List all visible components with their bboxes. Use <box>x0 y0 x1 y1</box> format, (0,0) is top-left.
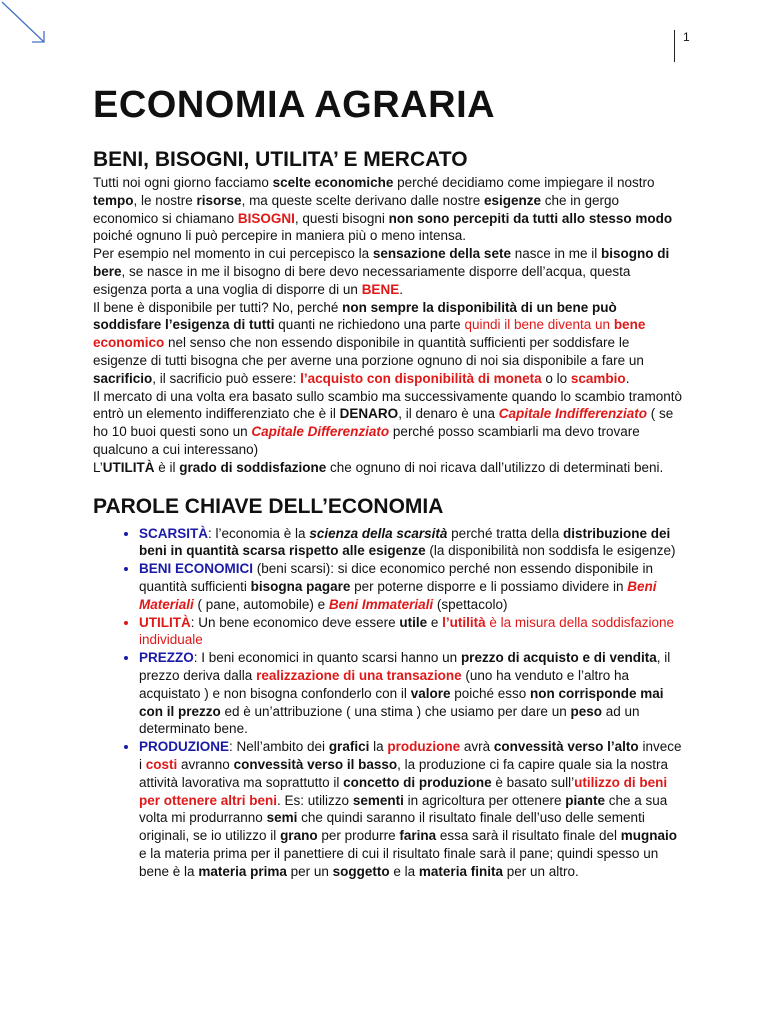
text-run: , ma queste scelte derivano dalle nostre <box>241 192 484 208</box>
text-run: , il sacrificio può essere: <box>152 370 301 386</box>
text-run: avrà <box>460 739 494 755</box>
text-run: scelte economiche <box>272 175 394 190</box>
text-run: L’ <box>93 459 103 475</box>
text-run: : l’economia è la <box>208 525 310 541</box>
text-run: ed è un’attribuzione ( una stima ) che usiamo per dare un <box>220 703 571 719</box>
text-run: la <box>369 739 388 755</box>
text-run: , la produzione ci fa capire quale sia la nostra attività lavorativa ma soprattutto il <box>139 756 669 790</box>
text-run: essa sarà il risultato finale del <box>436 828 621 844</box>
arrow-icon <box>0 0 50 50</box>
text-run: ( se ho 10 buoi questi sono un <box>93 406 674 440</box>
text-run: SCARSITÀ <box>139 525 209 541</box>
text-run: che a sua volta mi produrranno <box>139 792 668 826</box>
text-run: , se nasce in me il bisogno di bere devo necessariamente disporre dell’acqua, questa esigenza porta a una voglia di disporre di un <box>93 263 631 297</box>
text-run: per poterne disporre e li possiamo dividere in <box>350 578 628 594</box>
text-run: ad un determinato bene. <box>139 703 640 737</box>
text-run: nasce in me il <box>510 246 602 262</box>
text-run: perché decidiamo come impiegare il nostro <box>393 175 655 190</box>
text-run: (beni scarsi): si dice economico perché non essendo disponibile in quantità sufficienti <box>139 561 653 594</box>
text-run: è la misura della soddisfazione individuale <box>139 614 675 648</box>
text-run: nel senso che non essendo disponibile in quantità sufficienti per soddisfare le esigenze di tutti bisogna che per averne una porzione ognuno di noi sia disponibile a fare un <box>93 335 644 368</box>
text-run: quindi il bene diventa un <box>464 317 614 333</box>
text-run: . <box>399 281 403 297</box>
text-run: perché posso scambiarli ma devo trovare qualcuno a cui interessano) <box>93 424 640 457</box>
text-run: utilizzo di beni per ottenere altri beni <box>139 774 668 808</box>
list-item <box>139 738 683 880</box>
section-heading-parole-chiave: PAROLE CHIAVE DELL’ECONOMIA <box>93 494 444 518</box>
text-run: BENE <box>361 281 400 297</box>
list-item <box>139 525 683 561</box>
text-run: BENI ECONOMICI <box>139 561 254 577</box>
text-run: piante <box>565 792 605 808</box>
text-run: grafici <box>328 739 370 755</box>
list-item <box>139 560 683 613</box>
text-run: Il mercato di una volta era basato sullo scambio ma successivamente quando lo scambio tramontò entrò un elemento indifferenziato che è il <box>93 388 683 422</box>
text-run: sacrificio <box>93 370 153 386</box>
paragraph <box>93 299 683 388</box>
text-run: o lo <box>541 370 571 386</box>
text-run: farina <box>399 828 437 844</box>
keyword-list <box>93 525 683 881</box>
text-run: realizzazione di una transazione <box>256 667 462 683</box>
text-run: per un altro. <box>502 863 579 879</box>
text-run: e la <box>389 863 419 879</box>
text-run: , le nostre <box>133 192 197 208</box>
text-run: semi <box>266 810 298 826</box>
list-item <box>139 614 683 650</box>
text-run: Tutti noi ogni giorno facciamo <box>93 175 273 190</box>
page-title: ECONOMIA AGRARIA <box>93 84 496 126</box>
text-run: e la materia prima per il panettiere di cui il risultato finale sarà il pane; quindi spesso un bene è la <box>139 845 659 879</box>
text-run: per produrre <box>317 828 400 844</box>
text-run: sementi <box>352 792 404 808</box>
text-run: , il prezzo deriva dalla <box>139 650 671 683</box>
text-run: scienza della scarsità <box>309 525 448 541</box>
text-run: (la disponibilità non soddisfa le esigenze) <box>425 543 676 559</box>
text-run: Il bene è disponibile per tutti? No, perché <box>93 299 343 315</box>
text-run: ( pane, automobile) e <box>193 596 329 612</box>
text-run: invece i <box>139 739 682 772</box>
text-run: grado di soddisfazione <box>179 459 327 475</box>
text-run: : I beni economici in quanto scarsi hanno un <box>193 650 461 666</box>
text-run: è basato sull’ <box>491 774 575 790</box>
text-run: bisogno di bere <box>93 246 670 279</box>
text-run: poiché esso <box>450 685 531 701</box>
text-run: , il denaro è una <box>398 406 499 422</box>
text-run: l’utilità <box>442 614 486 630</box>
list-item <box>139 649 683 738</box>
text-run: non sempre la disponibilità di un bene può soddisfare l’esigenza di tutti <box>93 299 617 333</box>
text-run: per un <box>286 863 333 879</box>
text-run: PRODUZIONE <box>139 739 230 755</box>
text-run: è il <box>154 459 180 475</box>
text-run: avranno <box>177 756 234 772</box>
text-run: produzione <box>387 739 461 755</box>
text-run: , questi bisogni <box>294 210 389 226</box>
text-run: DENARO <box>339 406 399 422</box>
text-run: peso <box>570 703 602 719</box>
text-run: convessità verso il basso <box>233 756 398 772</box>
text-run: . Es: utilizzo <box>277 792 353 808</box>
text-run: Capitale Indifferenziato <box>498 406 648 422</box>
text-run: Capitale Differenziato <box>251 424 390 440</box>
text-run: PREZZO <box>139 650 194 666</box>
text-run: soggetto <box>332 863 390 879</box>
text-run: . <box>625 370 630 386</box>
paragraph <box>93 388 683 459</box>
text-run: esigenze <box>483 192 541 208</box>
page-number-divider <box>674 30 675 62</box>
paragraph <box>93 174 683 245</box>
text-run: che in gergo economico si chiamano <box>93 192 620 226</box>
paragraph <box>93 245 683 298</box>
text-run: UTILITÀ <box>139 614 191 630</box>
text-run: materia finita <box>418 863 503 879</box>
text-run: convessità verso l’alto <box>493 739 639 755</box>
text-run: costi <box>145 756 178 772</box>
text-run: mugnaio <box>620 828 677 844</box>
text-run: BISOGNI <box>237 210 295 226</box>
text-run: utile <box>399 614 428 630</box>
document-body <box>93 82 683 880</box>
text-run: grano <box>280 828 318 844</box>
text-run: non sono percepiti da tutti allo stesso modo <box>388 210 673 226</box>
text-run: sensazione della sete <box>372 246 511 262</box>
text-run: Per esempio nel momento in cui percepisco la <box>93 246 373 262</box>
text-run: (uno ha venduto e l’altro ha acquistato ) e non bisogna confonderlo con il <box>139 667 630 701</box>
text-run: tempo <box>93 192 134 208</box>
text-run: distribuzione dei beni in quantità scarsa rispetto alle esigenze <box>139 525 671 559</box>
text-run: prezzo di acquisto e di vendita <box>460 650 657 666</box>
text-run: perché tratta della <box>447 525 563 541</box>
text-run: bene economico <box>93 317 646 351</box>
text-run: (spettacolo) <box>433 596 508 612</box>
text-run: risorse <box>196 192 242 208</box>
text-run: Beni Materiali <box>139 578 657 612</box>
text-run: in agricoltura per ottenere <box>403 792 566 808</box>
text-run: concetto di produzione <box>343 774 492 790</box>
text-run: : Un bene economico deve essere <box>190 614 400 630</box>
text-run: valore <box>410 685 451 701</box>
text-run: UTILITÀ <box>102 459 155 475</box>
text-run: bisogna pagare <box>250 578 351 594</box>
paragraph <box>93 459 683 477</box>
text-run: poiché ognuno li può percepire in maniera più o meno intensa. <box>93 228 466 244</box>
text-run: : Nell’ambito dei <box>229 739 329 755</box>
text-run: l’acquisto con disponibilità di moneta <box>300 370 542 386</box>
text-run: non corrisponde mai con il prezzo <box>139 685 664 719</box>
section-heading-beni: BENI, BISOGNI, UTILITA’ E MERCATO <box>93 148 468 171</box>
text-run: e <box>427 614 443 630</box>
text-run: che ognuno di noi ricava dall’utilizzo di determinati beni. <box>326 459 664 475</box>
page-number: 1 <box>683 30 690 44</box>
text-run: scambio <box>570 370 626 386</box>
text-run: Beni Immateriali <box>328 596 434 612</box>
text-run: materia prima <box>198 863 287 879</box>
text-run: che quindi saranno il risultato finale dell’uso delle sementi originali, se io utilizzo il <box>139 810 645 844</box>
text-run: quanti ne richiedono una parte <box>274 317 465 333</box>
